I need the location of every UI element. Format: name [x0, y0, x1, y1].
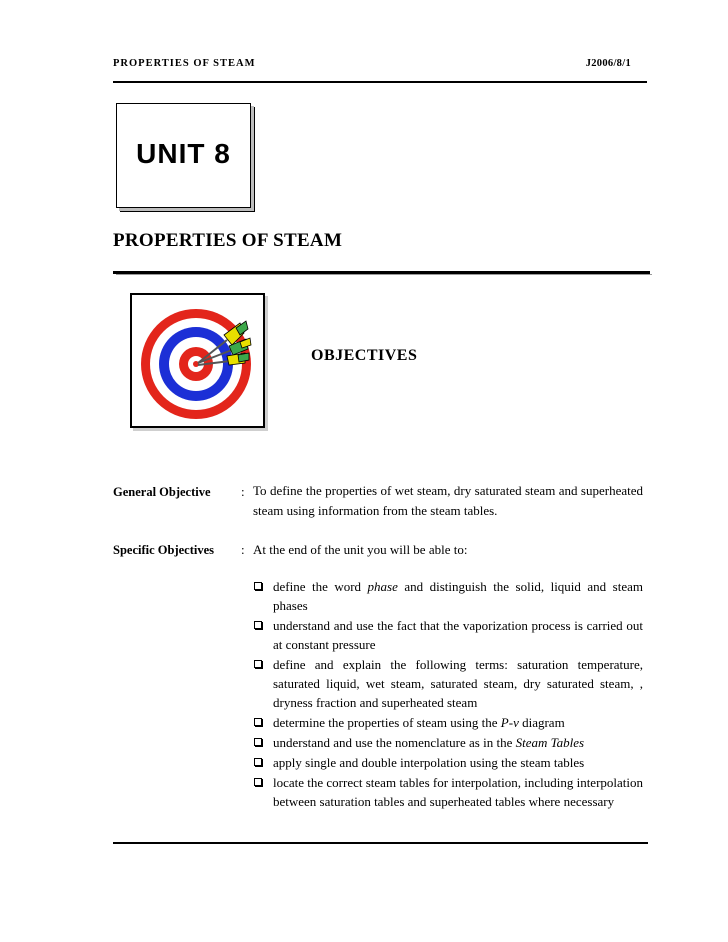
checkbox-bullet-icon [254, 778, 262, 786]
general-objective-colon: : [241, 484, 245, 499]
checkbox-bullet-icon [254, 738, 262, 746]
unit-box [116, 103, 251, 208]
unit-title: PROPERTIES OF STEAM [113, 230, 343, 251]
specific-objectives-colon: : [241, 542, 245, 557]
list-item: locate the correct steam tables for interpolation, including interpolation between saturation tables and superheated tables where necessary [253, 773, 643, 811]
list-item: determine the properties of steam using the P-v diagram [253, 713, 643, 732]
objectives-list [253, 577, 643, 811]
list-item: define and explain the following terms: saturation temperature, saturated liquid, wet steam, saturated steam, dry saturated steam, , dryness fraction and superheated steam [253, 655, 643, 712]
list-item: define the word phase and distinguish the solid, liquid and steam phases [253, 577, 643, 615]
checkbox-bullet-icon [254, 758, 262, 766]
list-item: understand and use the nomenclature as in the Steam Tables [253, 733, 643, 752]
unit-label: UNIT 8 [136, 138, 231, 169]
checkbox-bullet-icon [254, 621, 262, 629]
target-with-darts-icon [132, 295, 263, 426]
objectives-heading: OBJECTIVES [311, 347, 418, 364]
header-page-code: J2006/8/1 [585, 58, 631, 69]
list-item: understand and use the fact that the vaporization process is carried out at constant pressure [253, 616, 643, 654]
header-rule [113, 81, 647, 83]
specific-objectives-intro: At the end of the unit you will be able to: [253, 542, 468, 557]
checkbox-bullet-icon [254, 718, 262, 726]
running-header [113, 54, 647, 84]
checkbox-bullet-icon [254, 582, 262, 590]
general-objective-label: General Objective [113, 485, 211, 499]
list-item: apply single and double interpolation using the steam tables [253, 753, 643, 772]
target-illustration [130, 293, 265, 428]
checkbox-bullet-icon [254, 660, 262, 668]
bottom-rule [113, 842, 648, 844]
header-title: PROPERTIES OF STEAM [113, 58, 256, 69]
title-rule-shadow [116, 274, 652, 275]
general-objective-text: To define the properties of wet steam, dry saturated steam and superheated steam using information from the steam tables. [253, 483, 643, 518]
specific-objectives-label: Specific Objectives [113, 543, 215, 557]
